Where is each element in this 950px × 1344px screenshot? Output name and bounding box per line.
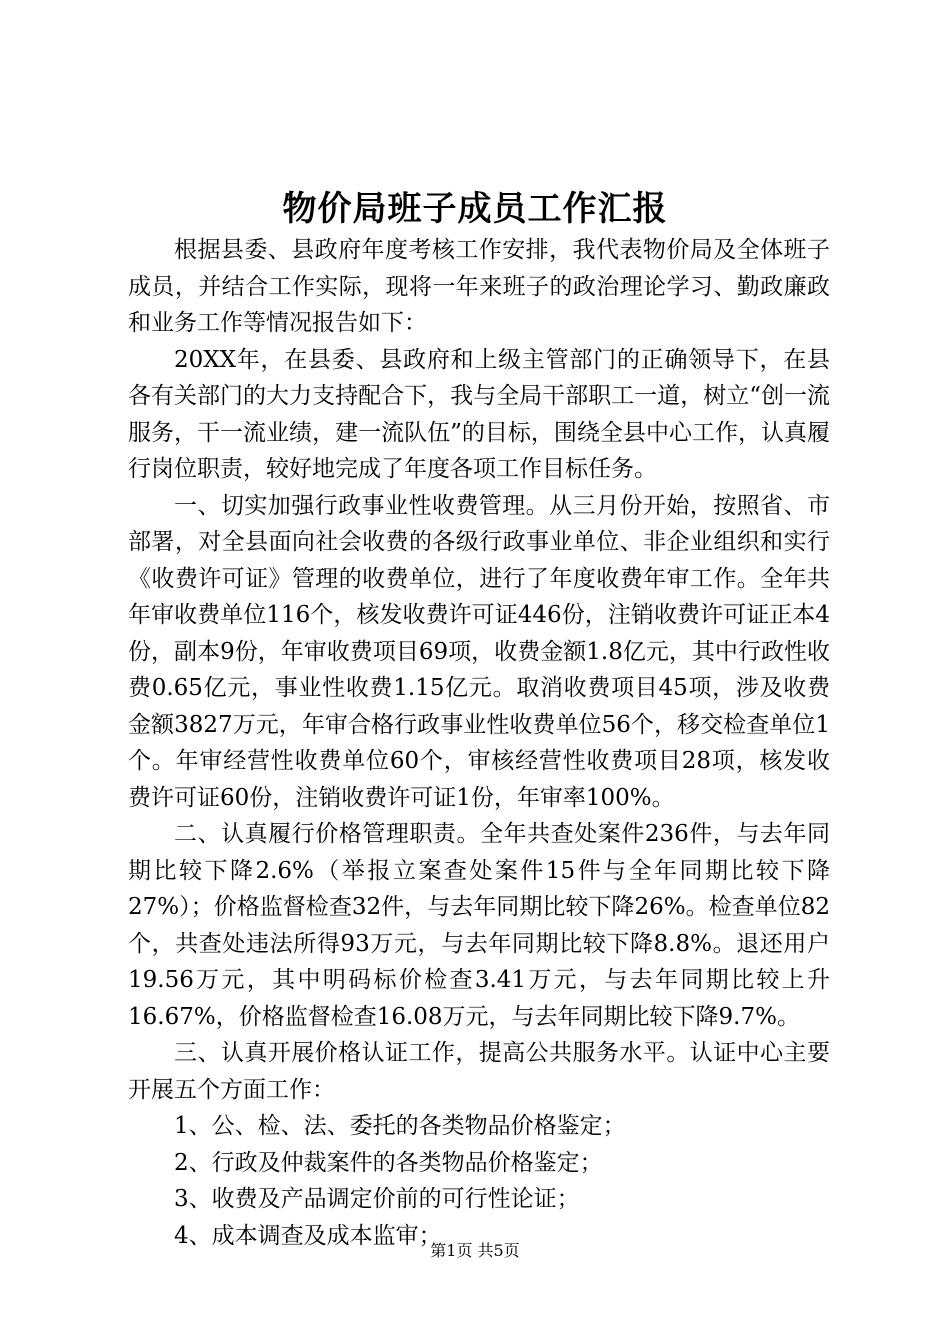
list-item: 3、收费及产品调定价前的可行性论证； (174, 1186, 580, 1212)
paragraph-section-1: 一、切实加强行政事业性收费管理。从三月份开始，按照省、市部署，对全县面向社会收费的各级行政事业单位、非企业组织和实行《收费许可证》管理的收费单位，进行了年度收费年审工作。全年共年审收费单位116个，核发收费许可证446份，注销收费许可证正本4份，副本9份，年审收费项目69项，收费金额1.8亿元，其中行政性收费0.65亿元，事业性收费1.15亿元。取消收费项目45项，涉及收费金额3827万元，年审合格行政事业性收费单位56个，移交检查单位1个。年审经营性收费单位60个，审核经营性收费项目28项，核发收费许可证60份，注销收费许可证1份，年审率100%。 (128, 492, 830, 811)
list-item: 2、行政及仲裁案件的各类物品价格鉴定； (174, 1149, 603, 1176)
paragraph-intro: 根据县委、县政府年度考核工作安排，我代表物价局及全体班子成员，并结合工作实际，现将一年来班子的政治理论学习、勤政廉政和业务工作等情况报告如下： (128, 237, 830, 336)
paragraph-section-3: 三、认真开展价格认证工作，提高公共服务水平。认证中心主要开展五个方面工作： (128, 1040, 830, 1103)
paragraph-section-2: 二、认真履行价格管理职责。全年共查处案件236件，与去年同期比较下降2.6%（举报立案查处案件15件与全年同期比较下降27%）；价格监督检查32件，与去年同期比较下降26%。检查单位82个，共查处违法所得93万元，与去年同期比较下降8.8%。退还用户19.56万元，其中明码标价检查3.41万元，与去年同期比较上升16.67%，价格监督检查16.08万元，与去年同期比较下降9.7%。 (128, 821, 830, 1030)
document-body (128, 232, 830, 1254)
list-item: 4、成本调查及成本监审； (174, 1222, 442, 1249)
list-item: 1、公、检、法、委托的各类物品价格鉴定； (174, 1113, 626, 1139)
paragraph-overview: 20XX年，在县委、县政府和上级主管部门的正确领导下，在县各有关部门的大力支持配合下，我与全局干部职工一道，树立“创一流服务，干一流业绩，建一流队伍”的目标，围绕全县中心工作，认真履行岗位职责，较好地完成了年度各项工作目标任务。 (128, 346, 830, 482)
document-title: 物价局班子成员工作汇报 (282, 189, 668, 229)
page-footer: 第1页 共5页 (430, 1241, 520, 1260)
